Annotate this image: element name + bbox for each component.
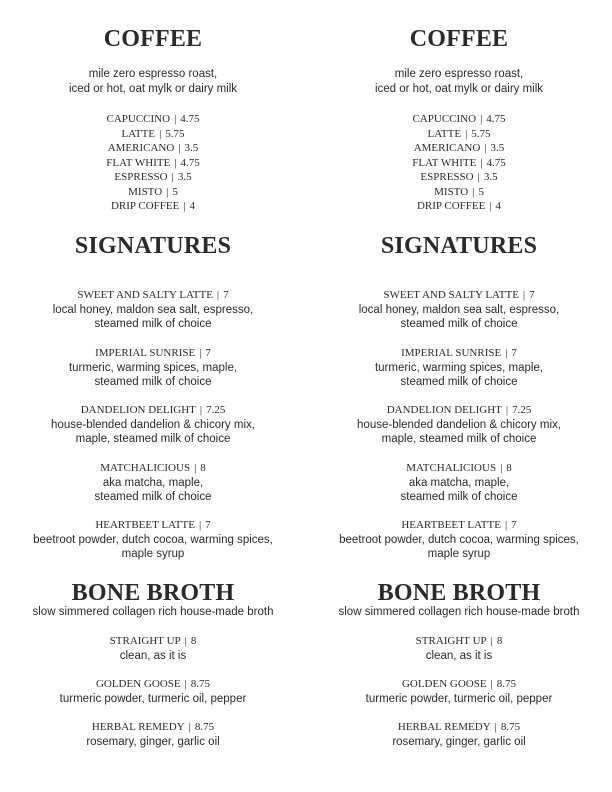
item-description: local honey, maldon sea salt, espresso, (52, 303, 254, 316)
item-price: 5.75 (471, 127, 491, 140)
item-title-line (0, 677, 306, 692)
bone-broth-item (0, 634, 306, 663)
signatures-heading: SIGNATURES (380, 233, 538, 259)
item-separator: | (188, 721, 191, 733)
item-description: turmeric powder, turmeric oil, pepper (365, 692, 553, 705)
item-price: 8 (506, 462, 512, 474)
bone-broth-item (0, 677, 306, 706)
menu-item (0, 127, 306, 142)
item-separator: | (480, 113, 483, 125)
item-description: steamed milk of choice (94, 376, 212, 388)
bone-broth-item (0, 720, 306, 749)
signature-item (306, 346, 612, 390)
item-price: 4.75 (180, 156, 200, 169)
signature-item (0, 346, 306, 390)
item-price: 3.5 (184, 142, 199, 154)
item-price: 7.25 (512, 404, 532, 416)
item-price: 8 (496, 635, 503, 647)
item-title-line (306, 288, 612, 303)
item-separator: | (465, 127, 468, 140)
item-description: maple, steamed milk of choice (381, 433, 537, 445)
menu-column-right (306, 0, 612, 792)
signatures-section-title (0, 233, 306, 260)
signature-item (306, 518, 612, 562)
item-description: turmeric, warming spices, maple, (68, 361, 238, 374)
bone-broth-heading: BONE BROTH (377, 580, 541, 606)
item-description: maple, steamed milk of choice (75, 433, 231, 445)
item-description: beetroot powder, dutch cocoa, warming spices, (339, 533, 579, 546)
item-price: 8.75 (190, 678, 211, 690)
item-separator: | (174, 156, 177, 169)
item-name: CAPUCCINO (106, 113, 171, 125)
item-separator: | (166, 185, 169, 198)
item-name: GOLDEN GOOSE (401, 678, 487, 690)
item-price: 7 (529, 289, 535, 301)
item-name: DANDELION DELIGHT (386, 404, 502, 416)
item-name: ESPRESSO (420, 171, 474, 183)
signature-item (0, 288, 306, 332)
item-description: house-blended dandelion & chicory mix, (51, 418, 255, 431)
menu-item (0, 199, 306, 214)
item-name: LATTE (427, 127, 462, 140)
item-separator: | (198, 519, 202, 531)
item-separator: | (199, 404, 203, 416)
signatures-section-title (306, 233, 612, 260)
menu-item (0, 156, 306, 171)
item-description: rosemary, ginger, garlic oil (86, 735, 220, 748)
item-separator: | (194, 462, 197, 474)
coffee-section-title (306, 26, 612, 53)
signatures-heading: SIGNATURES (74, 233, 232, 259)
item-title-line (306, 634, 612, 649)
menu-item (306, 141, 612, 156)
item-separator: | (178, 142, 181, 154)
bone-broth-item (306, 677, 612, 706)
item-price: 8.75 (500, 721, 521, 733)
item-title-line (306, 720, 612, 735)
item-separator: | (505, 347, 508, 359)
item-separator: | (480, 156, 483, 169)
coffee-heading: COFFEE (409, 26, 509, 52)
item-separator: | (490, 635, 493, 647)
item-title-line (0, 461, 306, 476)
item-separator: | (505, 404, 509, 416)
item-separator: | (500, 462, 503, 474)
item-price: 5 (172, 185, 178, 198)
item-title-line (0, 634, 306, 649)
menu-item (306, 199, 612, 214)
item-description: clean, as it is (119, 649, 187, 662)
item-name: DANDELION DELIGHT (80, 404, 196, 416)
item-title-line (306, 518, 612, 533)
item-description: maple syrup (121, 548, 185, 560)
coffee-item-list (0, 112, 306, 214)
signature-item (0, 461, 306, 505)
bone-broth-subtitle-text: slow simmered collagen rich house-made broth (32, 606, 274, 618)
item-description: rosemary, ginger, garlic oil (392, 735, 526, 748)
signature-item (306, 403, 612, 447)
coffee-item-list (306, 112, 612, 214)
item-name: IMPERIAL SUNRISE (95, 347, 196, 359)
item-price: 7 (205, 347, 211, 359)
item-separator: | (216, 289, 220, 301)
item-separator: | (184, 635, 187, 647)
signature-item (0, 518, 306, 562)
item-price: 3.5 (490, 142, 505, 154)
item-price: 5 (478, 185, 484, 198)
menu-item (306, 127, 612, 142)
item-price: 3.5 (483, 171, 498, 183)
bone-broth-item (306, 720, 612, 749)
item-price: 4 (189, 200, 196, 212)
item-name: HERBAL REMEDY (91, 721, 185, 733)
item-price: 7 (223, 289, 229, 301)
menu-item (0, 185, 306, 200)
coffee-desc-line: mile zero espresso roast, (394, 68, 524, 80)
item-price: 8.75 (496, 678, 517, 690)
item-separator: | (171, 171, 174, 183)
menu-item (306, 185, 612, 200)
item-description: maple syrup (427, 548, 491, 560)
item-description: turmeric, warming spices, maple, (374, 361, 544, 374)
item-name: ESPRESSO (114, 171, 168, 183)
item-description: steamed milk of choice (94, 491, 212, 503)
item-price: 7 (511, 519, 517, 531)
item-title-line (0, 346, 306, 361)
item-price: 4.75 (180, 113, 200, 125)
item-title-line (306, 403, 612, 418)
item-description: steamed milk of choice (400, 376, 518, 388)
item-name: CAPUCCINO (412, 113, 477, 125)
item-name: DRIP COFFEE (110, 200, 180, 212)
item-description: aka matcha, maple, (408, 476, 510, 489)
item-name: STRAIGHT UP (109, 635, 181, 647)
item-name: HEARTBEET LATTE (95, 519, 195, 531)
item-description: steamed milk of choice (94, 318, 212, 330)
item-description: steamed milk of choice (400, 318, 518, 330)
coffee-desc-line: iced or hot, oat mylk or dairy milk (68, 82, 238, 95)
item-price: 8 (200, 462, 206, 474)
item-description: turmeric powder, turmeric oil, pepper (59, 692, 247, 705)
item-separator: | (490, 678, 493, 690)
item-separator: | (494, 721, 497, 733)
bone-broth-section-title (0, 580, 306, 607)
item-name: STRAIGHT UP (415, 635, 487, 647)
coffee-desc-line: mile zero espresso roast, (88, 68, 218, 80)
item-name: AMERICANO (107, 142, 175, 154)
item-separator: | (522, 289, 526, 301)
coffee-description (306, 67, 612, 96)
item-name: MISTO (434, 185, 469, 198)
item-name: LATTE (121, 127, 156, 140)
item-price: 3.5 (177, 171, 192, 183)
item-description: aka matcha, maple, (102, 476, 204, 489)
item-price: 8.75 (194, 721, 215, 733)
item-name: HERBAL REMEDY (397, 721, 491, 733)
bone-broth-subtitle (0, 605, 306, 620)
item-name: HEARTBEET LATTE (401, 519, 501, 531)
item-description: clean, as it is (425, 649, 493, 662)
coffee-heading: COFFEE (103, 26, 203, 52)
item-price: 7.25 (206, 404, 226, 416)
menu-item (306, 156, 612, 171)
item-name: FLAT WHITE (106, 156, 171, 169)
item-name: FLAT WHITE (412, 156, 477, 169)
menu-item (0, 141, 306, 156)
coffee-desc-line: iced or hot, oat mylk or dairy milk (374, 82, 544, 95)
item-name: MATCHALICIOUS (406, 462, 497, 474)
item-separator: | (472, 185, 475, 198)
item-description: house-blended dandelion & chicory mix, (357, 418, 561, 431)
item-name: AMERICANO (413, 142, 481, 154)
item-name: SWEET AND SALTY LATTE (383, 289, 519, 301)
item-separator: | (199, 347, 202, 359)
item-title-line (306, 461, 612, 476)
item-description: beetroot powder, dutch cocoa, warming spices, (33, 533, 273, 546)
item-separator: | (184, 678, 187, 690)
item-separator: | (504, 519, 508, 531)
item-price: 8 (190, 635, 197, 647)
item-price: 7 (511, 347, 517, 359)
bone-broth-subtitle-text: slow simmered collagen rich house-made broth (338, 606, 580, 618)
item-separator: | (477, 171, 480, 183)
item-name: SWEET AND SALTY LATTE (77, 289, 213, 301)
coffee-description (0, 67, 306, 96)
coffee-section-title (0, 26, 306, 53)
bone-broth-section-title (306, 580, 612, 607)
menu-item (306, 112, 612, 127)
menu-item (0, 170, 306, 185)
signature-item (306, 288, 612, 332)
item-separator: | (159, 127, 162, 140)
menu-item (0, 112, 306, 127)
item-name: GOLDEN GOOSE (95, 678, 181, 690)
signature-item (0, 403, 306, 447)
item-name: MISTO (128, 185, 163, 198)
signature-item (306, 461, 612, 505)
item-price: 4.75 (486, 113, 506, 125)
item-title-line (0, 720, 306, 735)
item-name: IMPERIAL SUNRISE (401, 347, 502, 359)
item-separator: | (174, 113, 177, 125)
item-title-line (306, 346, 612, 361)
item-price: 7 (205, 519, 211, 531)
item-price: 4 (495, 200, 502, 212)
bone-broth-subtitle (306, 605, 612, 620)
item-separator: | (183, 200, 186, 212)
item-title-line (0, 403, 306, 418)
item-price: 4.75 (486, 156, 506, 169)
menu-item (306, 170, 612, 185)
item-description: local honey, maldon sea salt, espresso, (358, 303, 560, 316)
item-description: steamed milk of choice (400, 491, 518, 503)
bone-broth-item (306, 634, 612, 663)
item-separator: | (489, 200, 492, 212)
item-title-line (306, 677, 612, 692)
item-name: MATCHALICIOUS (100, 462, 191, 474)
item-name: DRIP COFFEE (416, 200, 486, 212)
item-price: 5.75 (165, 127, 185, 140)
item-title-line (0, 288, 306, 303)
item-separator: | (484, 142, 487, 154)
bone-broth-heading: BONE BROTH (71, 580, 235, 606)
item-title-line (0, 518, 306, 533)
